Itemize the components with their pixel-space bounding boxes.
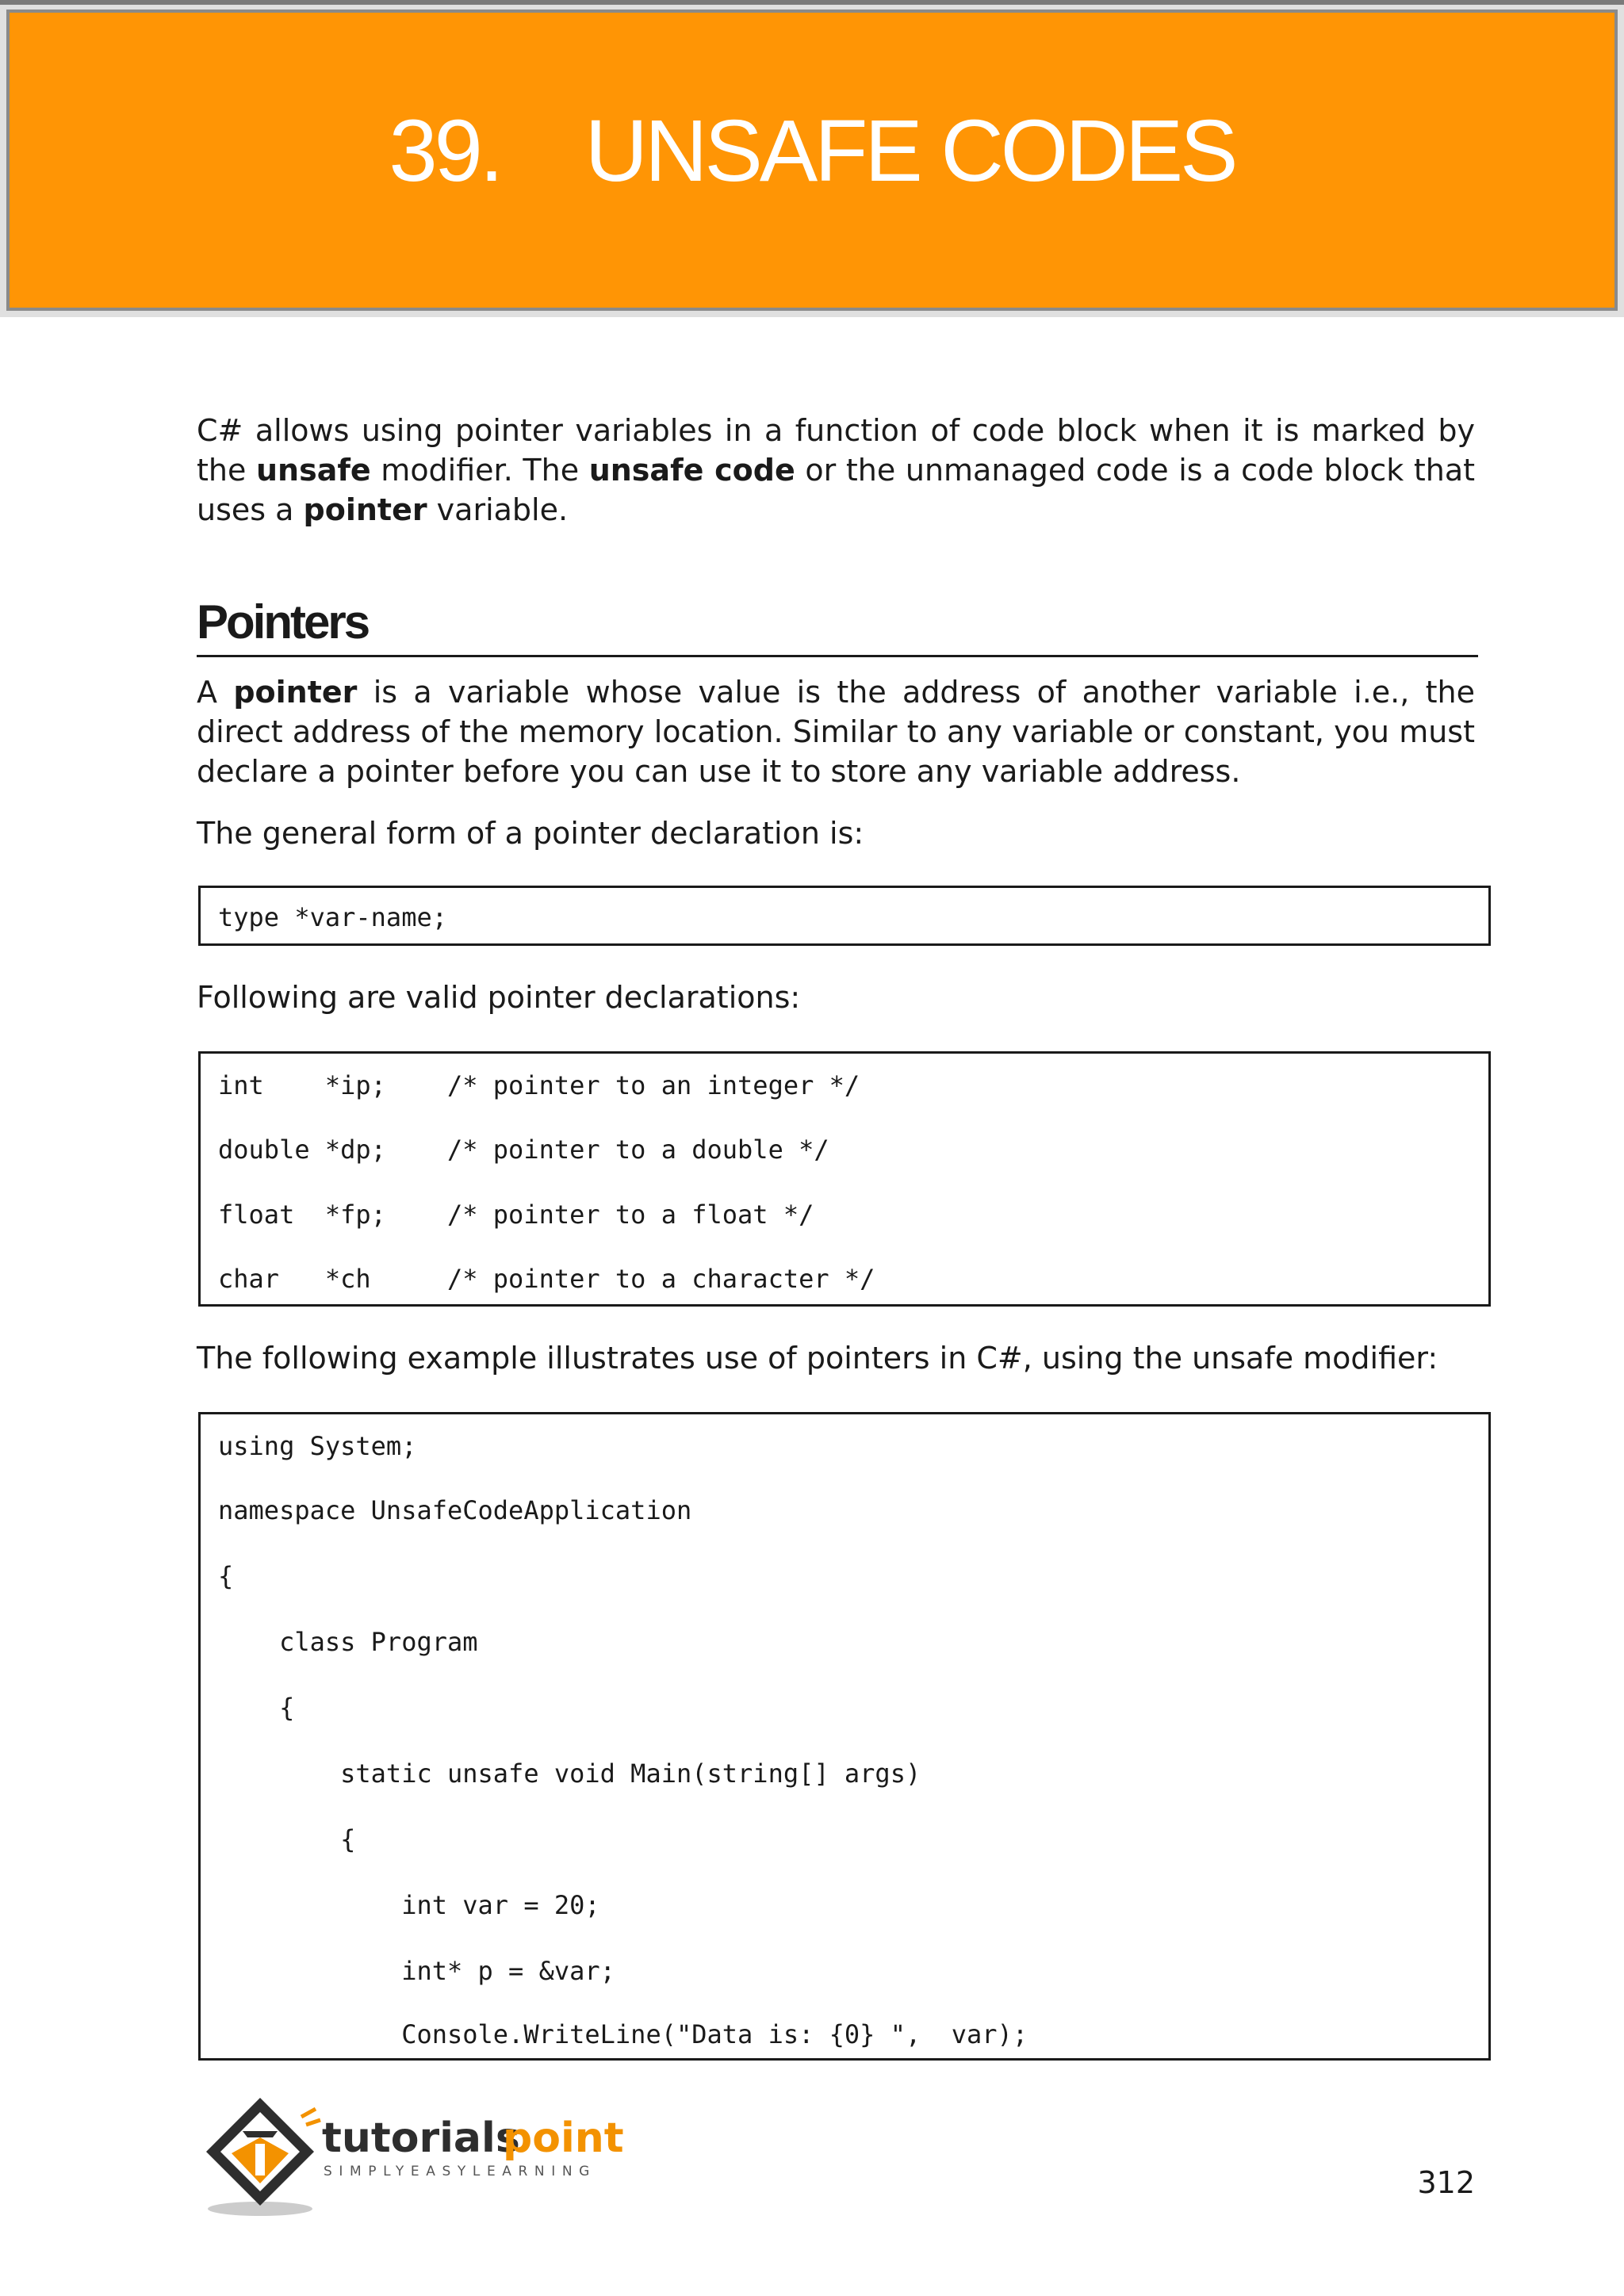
code-line: { (218, 1824, 356, 1854)
logo-book-spine (255, 2144, 265, 2175)
page-number: 312 (1417, 2165, 1475, 2200)
logo-graphic (197, 2093, 641, 2220)
code-line: Console.WriteLine("Data is: {0} ", var); (218, 2019, 1028, 2049)
intro-bold-pointer: pointer (303, 492, 427, 527)
example-intro-section (197, 1338, 1475, 1378)
valid-declarations-section (197, 978, 1475, 1017)
intro-section (197, 411, 1475, 530)
chapter-banner-fill (6, 10, 1618, 311)
intro-paragraph (197, 411, 1475, 530)
pointer-definition-paragraph (197, 672, 1475, 791)
code-line: int var = 20; (218, 1890, 600, 1920)
general-form-section (197, 813, 1475, 853)
definition-bold-pointer: pointer (233, 675, 358, 710)
code-line: int* p = &var; (218, 1956, 615, 1986)
section-heading-pointers: Pointers (197, 595, 1478, 657)
code-block-unsafe-example (198, 1412, 1491, 2061)
code-line: double *dp; /* pointer to a double */ (218, 1135, 829, 1165)
tutorialspoint-logo (197, 2093, 641, 2220)
intro-bold-unsafe-code: unsafe code (588, 453, 795, 488)
intro-text-4: variable. (427, 492, 569, 527)
code-line: using System; (218, 1431, 417, 1461)
code-line: static unsafe void Main(string[] args) (218, 1758, 921, 1789)
intro-bold-unsafe: unsafe (256, 453, 371, 488)
code-line: { (218, 1693, 295, 1723)
definition-text-b: is a variable whose value is the address of another variable i.e., the direct address of the memory location. Similar to any variable or constant, you must declare a pointer before you can use it to store any variable address. (197, 675, 1475, 789)
code-block-pointer-declarations (198, 1051, 1491, 1307)
logo-cap-icon (243, 2131, 278, 2137)
intro-text-2: modifier. The (370, 453, 589, 488)
code-line: { (218, 1561, 234, 1591)
logo-tagline: SIMPLYEASYLEARNING (324, 2164, 596, 2179)
general-form-text: The general form of a pointer declaration is: (197, 816, 864, 851)
code-line: type *var-name; (218, 902, 447, 932)
code-line: float *fp; /* pointer to a float */ (218, 1200, 814, 1230)
logo-spark-icon (301, 2109, 320, 2125)
chapter-banner (0, 0, 1624, 317)
code-line: char *ch /* pointer to a character */ (218, 1264, 875, 1294)
logo-word-point: point (503, 2114, 624, 2162)
valid-declarations-text: Following are valid pointer declarations: (197, 980, 801, 1015)
chapter-title: 39. UNSAFE CODES (389, 102, 1235, 200)
intro-text-3: or the unmanaged code is a code block that uses a (197, 453, 1476, 527)
pointer-definition-section (197, 672, 1475, 791)
intro-text-1: C# allows using pointer variables in a function of code block when it is marked by the (197, 413, 1475, 488)
code-line: class Program (218, 1627, 478, 1657)
code-line: int *ip; /* pointer to an integer */ (218, 1070, 860, 1100)
code-block-declaration-form (198, 886, 1491, 946)
code-line: namespace UnsafeCodeApplication (218, 1495, 692, 1525)
definition-text-a: A (197, 675, 234, 710)
example-intro-text: The following example illustrates use of pointers in C#, using the unsafe modifier: (197, 1341, 1438, 1376)
logo-word-tutorials: tutorials (322, 2114, 520, 2162)
